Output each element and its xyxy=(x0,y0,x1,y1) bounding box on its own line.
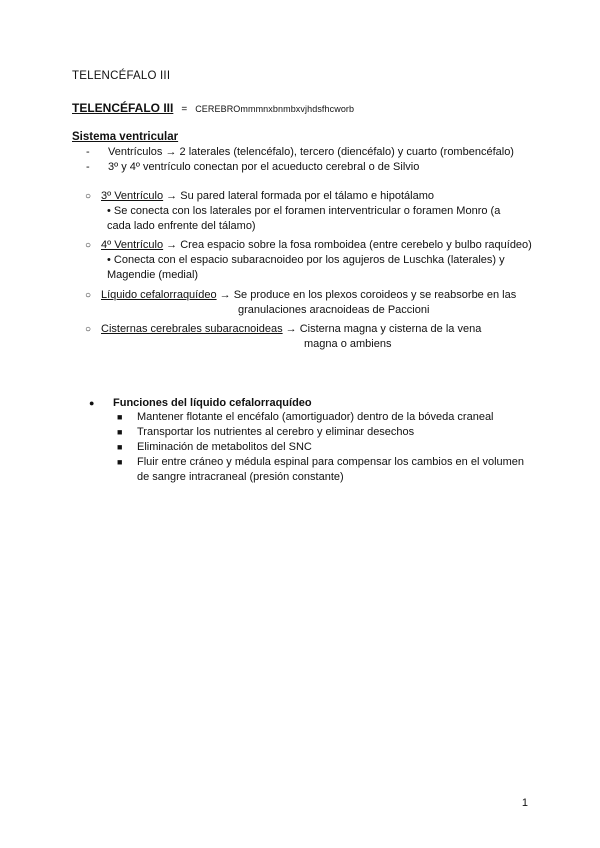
heading-equals: = xyxy=(181,104,188,115)
functions-title: Funciones del líquido cefalorraquídeo xyxy=(113,397,312,409)
circle-bullet-icon: ○ xyxy=(85,191,92,202)
square-bullet-icon: ■ xyxy=(117,412,123,422)
square-bullet-icon: ■ xyxy=(117,442,123,452)
term-third-ventricle: 3º Ventrículo xyxy=(101,190,164,202)
function-item xyxy=(117,440,312,455)
term-cisterns: Cisternas cerebrales subaracnoideas xyxy=(101,323,283,335)
dash-item-text: Ventrículos → 2 laterales (telencéfalo), tercero (diencéfalo) y cuarto (rombencéfalo) xyxy=(108,146,514,158)
list-item-fourth-ventricle xyxy=(85,238,532,253)
section-title: Sistema ventricular xyxy=(72,131,179,143)
sub-line: • Se conecta con los laterales por el foramen interventricular o foramen Monro (a xyxy=(107,205,501,217)
term-fourth-ventricle: 4º Ventrículo xyxy=(101,239,164,251)
square-bullet-icon: ■ xyxy=(117,457,123,467)
main-heading xyxy=(72,99,354,117)
heading-subtitle: CEREBROmmmnxbnmbxvjhdsfhcworb xyxy=(195,104,355,114)
list-item-csf xyxy=(85,288,516,303)
function-item xyxy=(117,425,414,440)
sub-line: cada lado enfrente del tálamo) xyxy=(107,220,256,232)
function-text: Mantener flotante el encéfalo (amortiguador) dentro de la bóveda craneal xyxy=(137,411,494,423)
square-bullet-icon: ■ xyxy=(117,427,123,437)
item-text: → Crea espacio sobre la fosa romboidea (entre cerebelo y bulbo raquídeo) xyxy=(163,239,532,251)
dash-item xyxy=(86,145,514,160)
dash-bullet: - xyxy=(86,161,90,173)
dash-item-text: 3º y 4º ventrículo conectan por el acueducto cerebral o de Silvio xyxy=(108,161,420,173)
function-text: Fluir entre cráneo y médula espinal para compensar los cambios en el volumen xyxy=(137,456,525,468)
heading-title: TELENCÉFALO III xyxy=(72,101,174,115)
function-text-continuation: de sangre intracraneal (presión constante) xyxy=(137,471,344,483)
item-text: → Su pared lateral formada por el tálamo e hipotálamo xyxy=(163,190,434,202)
function-item xyxy=(117,410,494,425)
filled-bullet-icon: ● xyxy=(89,398,95,408)
circle-bullet-icon: ○ xyxy=(85,290,92,301)
continuation-line: granulaciones aracnoideas de Paccioni xyxy=(238,304,430,316)
item-text: → Cisterna magna y cisterna de la vena xyxy=(282,323,482,335)
list-item-cisterns xyxy=(85,322,481,337)
item-text: → Se produce en los plexos coroideos y se reabsorbe en las xyxy=(216,289,517,301)
functions-heading xyxy=(89,396,312,411)
dash-bullet: - xyxy=(86,146,90,158)
circle-bullet-icon: ○ xyxy=(85,240,92,251)
dash-item xyxy=(86,160,419,175)
continuation-line: magna o ambiens xyxy=(304,338,392,350)
function-text: Transportar los nutrientes al cerebro y eliminar desechos xyxy=(137,426,415,438)
circle-bullet-icon: ○ xyxy=(85,324,92,335)
page-number: 1 xyxy=(521,797,528,809)
document-title: TELENCÉFALO III xyxy=(72,70,171,82)
list-item-third-ventricle xyxy=(85,189,434,204)
function-text: Eliminación de metabolitos del SNC xyxy=(137,441,312,453)
term-csf: Líquido cefalorraquídeo xyxy=(101,289,217,301)
sub-line: Magendie (medial) xyxy=(107,269,199,281)
function-item xyxy=(117,455,524,470)
sub-line: • Conecta con el espacio subaracnoideo por los agujeros de Luschka (laterales) y xyxy=(107,254,505,266)
